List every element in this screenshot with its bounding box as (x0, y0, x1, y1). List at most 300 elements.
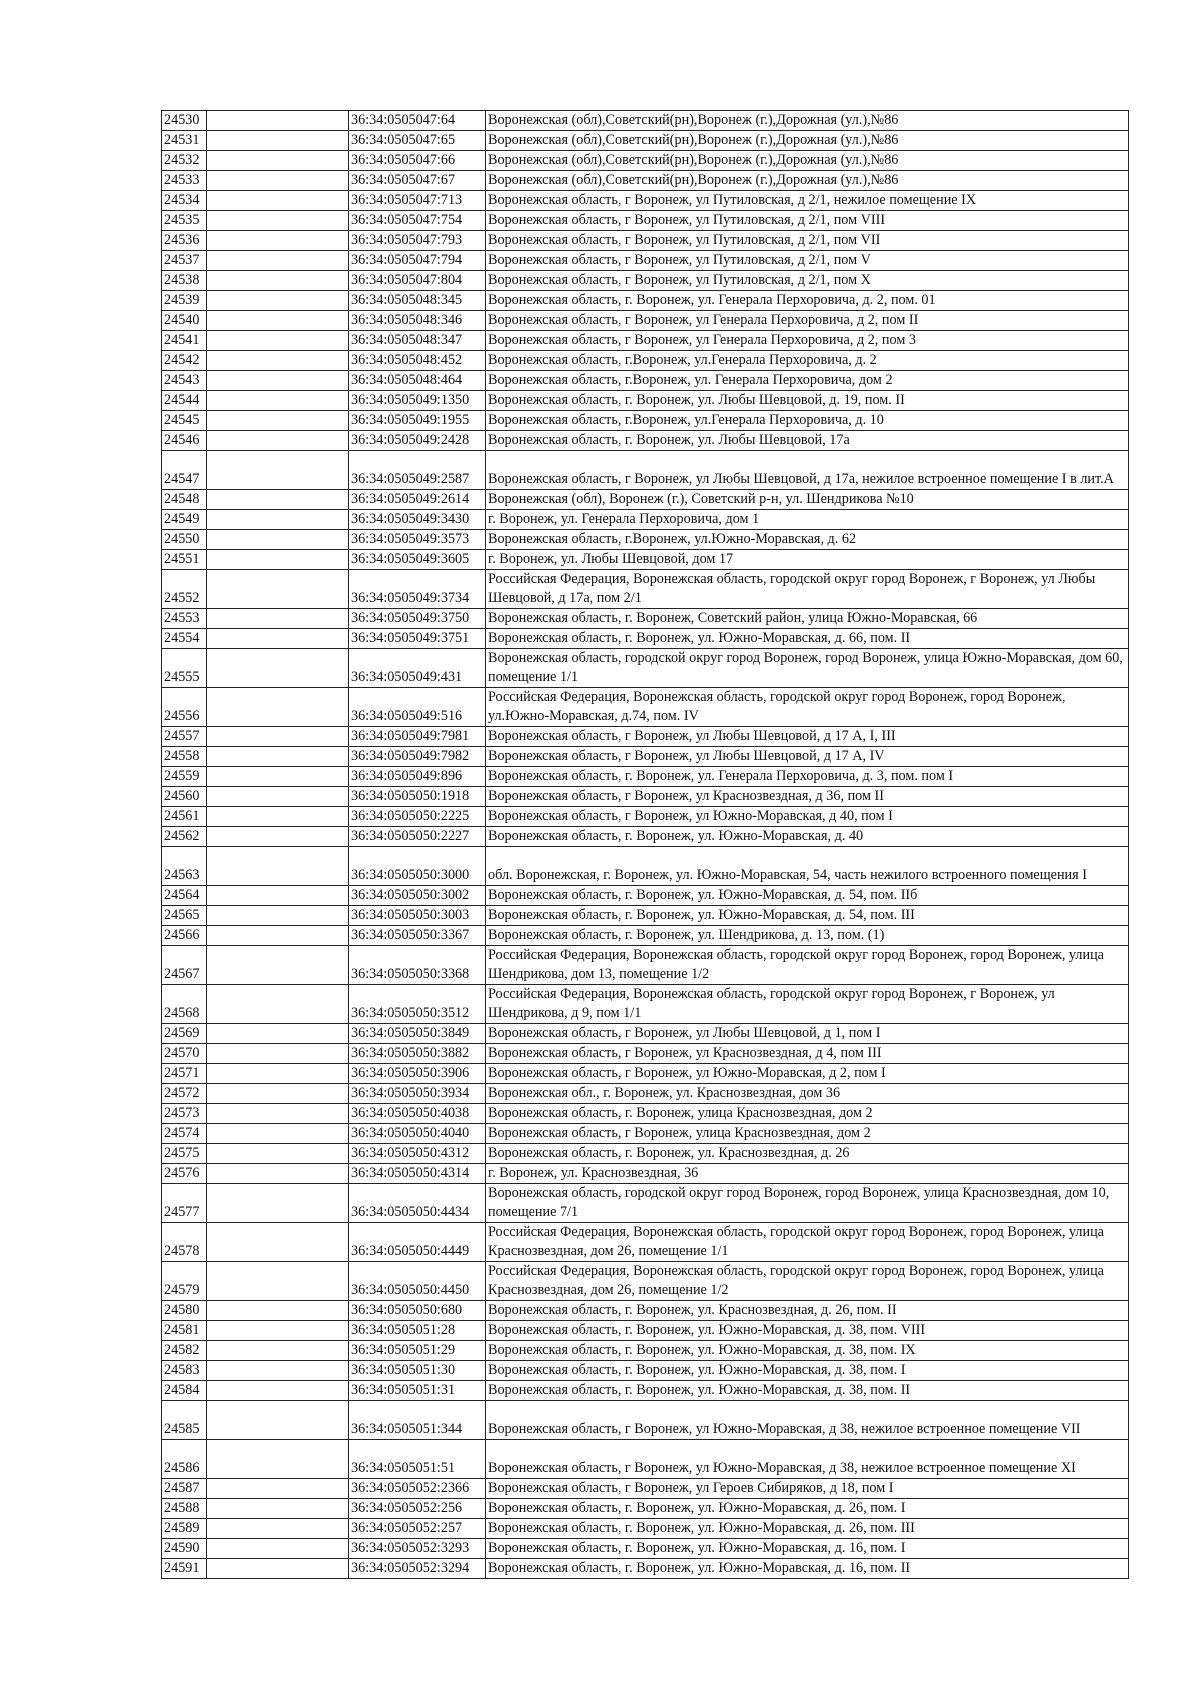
address: Воронежская область, г. Воронеж, ул. Южно-Моравская, д. 16, пом. I (486, 1539, 1129, 1559)
row-number: 24555 (162, 649, 207, 688)
address: Воронежская область, г Воронеж, ул Путиловская, д 2/1, пом VII (486, 231, 1129, 251)
table-row (162, 1223, 1129, 1262)
address: Воронежская (обл),Советский(рн),Воронеж (г.),Дорожная (ул.),№86 (486, 151, 1129, 171)
cadastral-number: 36:34:0505052:2366 (349, 1479, 486, 1499)
table-row (162, 291, 1129, 311)
empty-cell (207, 1361, 349, 1381)
cadastral-number: 36:34:0505052:3294 (349, 1559, 486, 1579)
table-row (162, 1124, 1129, 1144)
cadastral-number: 36:34:0505048:345 (349, 291, 486, 311)
address: Воронежская область, г. Воронеж, Советский район, улица Южно-Моравская, 66 (486, 609, 1129, 629)
address: г. Воронеж, ул. Краснозвездная, 36 (486, 1164, 1129, 1184)
table-row (162, 1164, 1129, 1184)
address: Воронежская область, г. Воронеж, ул. Любы Шевцовой, 17а (486, 431, 1129, 451)
empty-cell (207, 550, 349, 570)
cadastral-number: 36:34:0505049:1350 (349, 391, 486, 411)
table-row (162, 747, 1129, 767)
cadastral-number: 36:34:0505049:2428 (349, 431, 486, 451)
table-row (162, 371, 1129, 391)
address: Воронежская область, г Воронеж, ул Южно-Моравская, д 2, пом I (486, 1064, 1129, 1084)
table-row (162, 688, 1129, 727)
table-row (162, 906, 1129, 926)
cadastral-number: 36:34:0505049:3734 (349, 570, 486, 609)
address: Воронежская область, г. Воронеж, ул. Южно-Моравская, д. 38, пом. II (486, 1381, 1129, 1401)
empty-cell (207, 1301, 349, 1321)
empty-cell (207, 1381, 349, 1401)
address: Воронежская область, г.Воронеж, ул.Генерала Перхоровича, д. 10 (486, 411, 1129, 431)
row-number: 24530 (162, 111, 207, 131)
address: г. Воронеж, ул. Генерала Перхоровича, дом 1 (486, 510, 1129, 530)
empty-cell (207, 847, 349, 886)
cadastral-number: 36:34:0505050:3002 (349, 886, 486, 906)
address: Воронежская область, г Воронеж, ул Любы Шевцовой, д 17а, нежилое встроенное помещение I в лит.А (486, 451, 1129, 490)
row-number: 24567 (162, 946, 207, 985)
cadastral-number: 36:34:0505052:256 (349, 1499, 486, 1519)
empty-cell (207, 271, 349, 291)
address: Российская Федерация, Воронежская область, городской округ город Воронеж, город Воронеж, улица Краснозвездная, дом 26, помещение 1/2 (486, 1262, 1129, 1301)
empty-cell (207, 510, 349, 530)
address: Российская Федерация, Воронежская область, городской округ город Воронеж, г Воронеж, ул Шендрикова, д 9, пом 1/1 (486, 985, 1129, 1024)
row-number: 24586 (162, 1440, 207, 1479)
address: Воронежская область, г. Воронеж, ул. Южно-Моравская, д. 38, пом. I (486, 1361, 1129, 1381)
address: Воронежская (обл),Советский(рн),Воронеж (г.),Дорожная (ул.),№86 (486, 111, 1129, 131)
empty-cell (207, 946, 349, 985)
empty-cell (207, 371, 349, 391)
address: Воронежская область, г. Воронеж, ул. Любы Шевцовой, д. 19, пом. II (486, 391, 1129, 411)
empty-cell (207, 331, 349, 351)
table-row (162, 1301, 1129, 1321)
row-number: 24536 (162, 231, 207, 251)
table-row (162, 1104, 1129, 1124)
row-number: 24548 (162, 490, 207, 510)
cadastral-number: 36:34:0505051:30 (349, 1361, 486, 1381)
row-number: 24590 (162, 1539, 207, 1559)
row-number: 24551 (162, 550, 207, 570)
address: Воронежская область, г. Воронеж, ул. Южно-Моравская, д. 66, пом. II (486, 629, 1129, 649)
address: обл. Воронежская, г. Воронеж, ул. Южно-Моравская, 54, часть нежилого встроенного помещения I (486, 847, 1129, 886)
empty-cell (207, 1184, 349, 1223)
cadastral-number: 36:34:0505050:3368 (349, 946, 486, 985)
row-number: 24561 (162, 807, 207, 827)
row-number: 24543 (162, 371, 207, 391)
cadastral-number: 36:34:0505047:66 (349, 151, 486, 171)
empty-cell (207, 688, 349, 727)
empty-cell (207, 1401, 349, 1440)
cadastral-number: 36:34:0505049:3573 (349, 530, 486, 550)
row-number: 24566 (162, 926, 207, 946)
address: Воронежская область, г. Воронеж, ул. Генерала Перхоровича, д. 2, пом. 01 (486, 291, 1129, 311)
row-number: 24581 (162, 1321, 207, 1341)
row-number: 24534 (162, 191, 207, 211)
table-row (162, 649, 1129, 688)
row-number: 24577 (162, 1184, 207, 1223)
table-row (162, 767, 1129, 787)
table-row (162, 351, 1129, 371)
cadastral-number: 36:34:0505052:257 (349, 1519, 486, 1539)
address: Российская Федерация, Воронежская область, городской округ город Воронеж, г Воронеж, ул Любы Шевцовой, д 17а, пом 2/1 (486, 570, 1129, 609)
row-number: 24545 (162, 411, 207, 431)
cadastral-number: 36:34:0505050:680 (349, 1301, 486, 1321)
row-number: 24578 (162, 1223, 207, 1262)
table-row (162, 550, 1129, 570)
table-row (162, 1519, 1129, 1539)
address: Воронежская область, г Воронеж, ул Героев Сибиряков, д 18, пом I (486, 1479, 1129, 1499)
address: Российская Федерация, Воронежская область, городской округ город Воронеж, город Воронеж, улица Краснозвездная, дом 26, помещение 1/1 (486, 1223, 1129, 1262)
cadastral-number: 36:34:0505050:4040 (349, 1124, 486, 1144)
row-number: 24533 (162, 171, 207, 191)
row-number: 24558 (162, 747, 207, 767)
table-row (162, 1262, 1129, 1301)
cadastral-number: 36:34:0505047:64 (349, 111, 486, 131)
empty-cell (207, 767, 349, 787)
cadastral-number: 36:34:0505050:2227 (349, 827, 486, 847)
table-row (162, 431, 1129, 451)
row-number: 24574 (162, 1124, 207, 1144)
empty-cell (207, 1164, 349, 1184)
address: Воронежская область, г Воронеж, ул Южно-Моравская, д 38, нежилое встроенное помещение VII (486, 1401, 1129, 1440)
address: Воронежская область, г. Воронеж, ул. Краснозвездная, д. 26 (486, 1144, 1129, 1164)
table-row (162, 251, 1129, 271)
table-row (162, 231, 1129, 251)
address: Российская Федерация, Воронежская область, городской округ город Воронеж, город Воронеж, ул.Южно-Моравская, д.74, пом. IV (486, 688, 1129, 727)
table-row (162, 331, 1129, 351)
table-row (162, 827, 1129, 847)
empty-cell (207, 1024, 349, 1044)
table-row (162, 1559, 1129, 1579)
table-row (162, 1321, 1129, 1341)
empty-cell (207, 985, 349, 1024)
row-number: 24544 (162, 391, 207, 411)
cadastral-number: 36:34:0505050:3906 (349, 1064, 486, 1084)
empty-cell (207, 807, 349, 827)
empty-cell (207, 131, 349, 151)
row-number: 24540 (162, 311, 207, 331)
cadastral-number: 36:34:0505050:4038 (349, 1104, 486, 1124)
cadastral-number: 36:34:0505051:31 (349, 1381, 486, 1401)
row-number: 24556 (162, 688, 207, 727)
table-row (162, 271, 1129, 291)
row-number: 24531 (162, 131, 207, 151)
row-number: 24564 (162, 886, 207, 906)
table-row (162, 787, 1129, 807)
table-row (162, 926, 1129, 946)
table-row (162, 111, 1129, 131)
empty-cell (207, 451, 349, 490)
table-row (162, 391, 1129, 411)
cadastral-number: 36:34:0505049:3751 (349, 629, 486, 649)
cadastral-number: 36:34:0505047:794 (349, 251, 486, 271)
address: Воронежская область, г. Воронеж, ул. Южно-Моравская, д. 16, пом. II (486, 1559, 1129, 1579)
row-number: 24549 (162, 510, 207, 530)
empty-cell (207, 1144, 349, 1164)
cadastral-number: 36:34:0505050:3003 (349, 906, 486, 926)
address: Воронежская область, г. Воронеж, ул. Генерала Перхоровича, д. 3, пом. пом I (486, 767, 1129, 787)
empty-cell (207, 906, 349, 926)
empty-cell (207, 1519, 349, 1539)
empty-cell (207, 530, 349, 550)
cadastral-number: 36:34:0505049:2614 (349, 490, 486, 510)
address: Воронежская область, г.Воронеж, ул.Южно-Моравская, д. 62 (486, 530, 1129, 550)
address: Воронежская область, г Воронеж, ул Южно-Моравская, д 38, нежилое встроенное помещение XI (486, 1440, 1129, 1479)
address: Воронежская область, г Воронеж, ул Любы Шевцовой, д 1, пом I (486, 1024, 1129, 1044)
cadastral-number: 36:34:0505050:4449 (349, 1223, 486, 1262)
address: Воронежская область, г. Воронеж, ул. Южно-Моравская, д. 54, пом. III (486, 906, 1129, 926)
address: Воронежская область, г Воронеж, ул Путиловская, д 2/1, пом V (486, 251, 1129, 271)
cadastral-number: 36:34:0505051:29 (349, 1341, 486, 1361)
cadastral-number: 36:34:0505047:793 (349, 231, 486, 251)
row-number: 24538 (162, 271, 207, 291)
address: Воронежская (обл),Советский(рн),Воронеж (г.),Дорожная (ул.),№86 (486, 171, 1129, 191)
address: Воронежская область, г Воронеж, ул Любы Шевцовой, д 17 А, IV (486, 747, 1129, 767)
row-number: 24583 (162, 1361, 207, 1381)
address: Воронежская область, г Воронеж, ул Путиловская, д 2/1, нежилое помещение IX (486, 191, 1129, 211)
row-number: 24550 (162, 530, 207, 550)
table-row (162, 311, 1129, 331)
table-row (162, 1361, 1129, 1381)
cadastral-number: 36:34:0505049:431 (349, 649, 486, 688)
empty-cell (207, 1440, 349, 1479)
table-row (162, 510, 1129, 530)
table-row (162, 1479, 1129, 1499)
table-row (162, 151, 1129, 171)
address: Воронежская область, г Воронеж, улица Краснозвездная, дом 2 (486, 1124, 1129, 1144)
empty-cell (207, 251, 349, 271)
address: Воронежская область, г Воронеж, ул Генерала Перхоровича, д 2, пом II (486, 311, 1129, 331)
row-number: 24576 (162, 1164, 207, 1184)
address: Воронежская обл., г. Воронеж, ул. Краснозвездная, дом 36 (486, 1084, 1129, 1104)
address: г. Воронеж, ул. Любы Шевцовой, дом 17 (486, 550, 1129, 570)
cadastral-number: 36:34:0505047:67 (349, 171, 486, 191)
table-row (162, 131, 1129, 151)
row-number: 24552 (162, 570, 207, 609)
table-row (162, 570, 1129, 609)
address: Воронежская область, городской округ город Воронеж, город Воронеж, улица Южно-Моравская, дом 60, помещение 1/1 (486, 649, 1129, 688)
empty-cell (207, 191, 349, 211)
cadastral-number: 36:34:0505049:896 (349, 767, 486, 787)
row-number: 24547 (162, 451, 207, 490)
table-row (162, 609, 1129, 629)
cadastral-number: 36:34:0505048:347 (349, 331, 486, 351)
cadastral-number: 36:34:0505050:4450 (349, 1262, 486, 1301)
table-row (162, 1539, 1129, 1559)
empty-cell (207, 311, 349, 331)
row-number: 24553 (162, 609, 207, 629)
empty-cell (207, 211, 349, 231)
table-row (162, 1341, 1129, 1361)
empty-cell (207, 1064, 349, 1084)
address: Воронежская область, г Воронеж, ул Краснозвездная, д 36, пом II (486, 787, 1129, 807)
empty-cell (207, 1223, 349, 1262)
table-row (162, 886, 1129, 906)
cadastral-number: 36:34:0505050:3000 (349, 847, 486, 886)
cadastral-number: 36:34:0505047:65 (349, 131, 486, 151)
cadastral-number: 36:34:0505049:3605 (349, 550, 486, 570)
row-number: 24587 (162, 1479, 207, 1499)
table-row (162, 411, 1129, 431)
row-number: 24554 (162, 629, 207, 649)
table-row (162, 530, 1129, 550)
address: Воронежская область, г. Воронеж, ул. Южно-Моравская, д. 26, пом. I (486, 1499, 1129, 1519)
table-row (162, 1044, 1129, 1064)
table-row (162, 629, 1129, 649)
address: Воронежская область, г. Воронеж, ул. Шендрикова, д. 13, пом. (1) (486, 926, 1129, 946)
cadastral-number: 36:34:0505050:4312 (349, 1144, 486, 1164)
table-row (162, 985, 1129, 1024)
cadastral-number: 36:34:0505050:1918 (349, 787, 486, 807)
row-number: 24571 (162, 1064, 207, 1084)
address: Воронежская область, г. Воронеж, ул. Южно-Моравская, д. 40 (486, 827, 1129, 847)
table-row (162, 1499, 1129, 1519)
table-row (162, 946, 1129, 985)
table-row (162, 490, 1129, 510)
cadastral-number: 36:34:0505049:1955 (349, 411, 486, 431)
row-number: 24591 (162, 1559, 207, 1579)
cadastral-number: 36:34:0505050:3367 (349, 926, 486, 946)
cadastral-number: 36:34:0505050:3512 (349, 985, 486, 1024)
cadastral-number: 36:34:0505050:3934 (349, 1084, 486, 1104)
table-row (162, 1440, 1129, 1479)
address: Воронежская область, г Воронеж, ул Путиловская, д 2/1, пом X (486, 271, 1129, 291)
address: Воронежская область, городской округ город Воронеж, город Воронеж, улица Краснозвездная, дом 10, помещение 7/1 (486, 1184, 1129, 1223)
cadastral-number: 36:34:0505049:3750 (349, 609, 486, 629)
row-number: 24563 (162, 847, 207, 886)
row-number: 24542 (162, 351, 207, 371)
cadastral-number: 36:34:0505049:2587 (349, 451, 486, 490)
row-number: 24541 (162, 331, 207, 351)
address: Воронежская область, г Воронеж, ул Южно-Моравская, д 40, пом I (486, 807, 1129, 827)
row-number: 24537 (162, 251, 207, 271)
empty-cell (207, 827, 349, 847)
row-number: 24585 (162, 1401, 207, 1440)
address: Воронежская область, г. Воронеж, ул. Южно-Моравская, д. 54, пом. IIб (486, 886, 1129, 906)
empty-cell (207, 1084, 349, 1104)
registry-table-body (162, 111, 1129, 1579)
empty-cell (207, 391, 349, 411)
cadastral-number: 36:34:0505051:344 (349, 1401, 486, 1440)
row-number: 24588 (162, 1499, 207, 1519)
table-row (162, 1381, 1129, 1401)
address: Воронежская область, г. Воронеж, ул. Южно-Моравская, д. 26, пом. III (486, 1519, 1129, 1539)
cadastral-number: 36:34:0505048:464 (349, 371, 486, 391)
table-row (162, 1024, 1129, 1044)
empty-cell (207, 431, 349, 451)
address: Российская Федерация, Воронежская область, городской округ город Воронеж, город Воронеж, улица Шендрикова, дом 13, помещение 1/2 (486, 946, 1129, 985)
row-number: 24582 (162, 1341, 207, 1361)
cadastral-number: 36:34:0505050:2225 (349, 807, 486, 827)
empty-cell (207, 1321, 349, 1341)
row-number: 24579 (162, 1262, 207, 1301)
row-number: 24559 (162, 767, 207, 787)
table-row (162, 451, 1129, 490)
row-number: 24562 (162, 827, 207, 847)
registry-table (161, 110, 1129, 1579)
cadastral-number: 36:34:0505051:51 (349, 1440, 486, 1479)
row-number: 24572 (162, 1084, 207, 1104)
empty-cell (207, 1044, 349, 1064)
table-row (162, 807, 1129, 827)
row-number: 24568 (162, 985, 207, 1024)
cadastral-number: 36:34:0505051:28 (349, 1321, 486, 1341)
empty-cell (207, 1559, 349, 1579)
empty-cell (207, 609, 349, 629)
empty-cell (207, 1262, 349, 1301)
cadastral-number: 36:34:0505048:452 (349, 351, 486, 371)
address: Воронежская область, г.Воронеж, ул.Генерала Перхоровича, д. 2 (486, 351, 1129, 371)
table-row (162, 1144, 1129, 1164)
empty-cell (207, 151, 349, 171)
table-row (162, 727, 1129, 747)
row-number: 24535 (162, 211, 207, 231)
cadastral-number: 36:34:0505047:804 (349, 271, 486, 291)
empty-cell (207, 787, 349, 807)
cadastral-number: 36:34:0505052:3293 (349, 1539, 486, 1559)
row-number: 24575 (162, 1144, 207, 1164)
address: Воронежская (обл),Советский(рн),Воронеж (г.),Дорожная (ул.),№86 (486, 131, 1129, 151)
cadastral-number: 36:34:0505047:754 (349, 211, 486, 231)
address: Воронежская область, г Воронеж, ул Генерала Перхоровича, д 2, пом 3 (486, 331, 1129, 351)
cadastral-number: 36:34:0505049:7981 (349, 727, 486, 747)
empty-cell (207, 1479, 349, 1499)
table-row (162, 171, 1129, 191)
empty-cell (207, 291, 349, 311)
row-number: 24539 (162, 291, 207, 311)
table-row (162, 847, 1129, 886)
address: Воронежская область, г. Воронеж, ул. Южно-Моравская, д. 38, пом. VIII (486, 1321, 1129, 1341)
row-number: 24565 (162, 906, 207, 926)
empty-cell (207, 629, 349, 649)
address: Воронежская область, г Воронеж, ул Любы Шевцовой, д 17 А, I, III (486, 727, 1129, 747)
row-number: 24589 (162, 1519, 207, 1539)
table-row (162, 1401, 1129, 1440)
address: Воронежская область, г. Воронеж, ул. Краснозвездная, д. 26, пом. II (486, 1301, 1129, 1321)
row-number: 24546 (162, 431, 207, 451)
empty-cell (207, 926, 349, 946)
row-number: 24557 (162, 727, 207, 747)
empty-cell (207, 1124, 349, 1144)
table-row (162, 211, 1129, 231)
empty-cell (207, 649, 349, 688)
address: Воронежская область, г Воронеж, ул Краснозвездная, д 4, пом III (486, 1044, 1129, 1064)
empty-cell (207, 747, 349, 767)
empty-cell (207, 1104, 349, 1124)
empty-cell (207, 1341, 349, 1361)
table-row (162, 1084, 1129, 1104)
cadastral-number: 36:34:0505050:4314 (349, 1164, 486, 1184)
address: Воронежская (обл), Воронеж (г.), Советский р-н, ул. Шендрикова №10 (486, 490, 1129, 510)
address: Воронежская область, г Воронеж, ул Путиловская, д 2/1, пом VIII (486, 211, 1129, 231)
cadastral-number: 36:34:0505048:346 (349, 311, 486, 331)
empty-cell (207, 490, 349, 510)
row-number: 24580 (162, 1301, 207, 1321)
cadastral-number: 36:34:0505049:7982 (349, 747, 486, 767)
table-row (162, 1184, 1129, 1223)
cadastral-number: 36:34:0505049:3430 (349, 510, 486, 530)
empty-cell (207, 570, 349, 609)
row-number: 24560 (162, 787, 207, 807)
table-row (162, 191, 1129, 211)
empty-cell (207, 886, 349, 906)
empty-cell (207, 727, 349, 747)
empty-cell (207, 171, 349, 191)
cadastral-number: 36:34:0505050:3849 (349, 1024, 486, 1044)
empty-cell (207, 111, 349, 131)
empty-cell (207, 351, 349, 371)
cadastral-number: 36:34:0505049:516 (349, 688, 486, 727)
address: Воронежская область, г.Воронеж, ул. Генерала Перхоровича, дом 2 (486, 371, 1129, 391)
address: Воронежская область, г. Воронеж, ул. Южно-Моравская, д. 38, пом. IX (486, 1341, 1129, 1361)
address: Воронежская область, г. Воронеж, улица Краснозвездная, дом 2 (486, 1104, 1129, 1124)
cadastral-number: 36:34:0505050:4434 (349, 1184, 486, 1223)
